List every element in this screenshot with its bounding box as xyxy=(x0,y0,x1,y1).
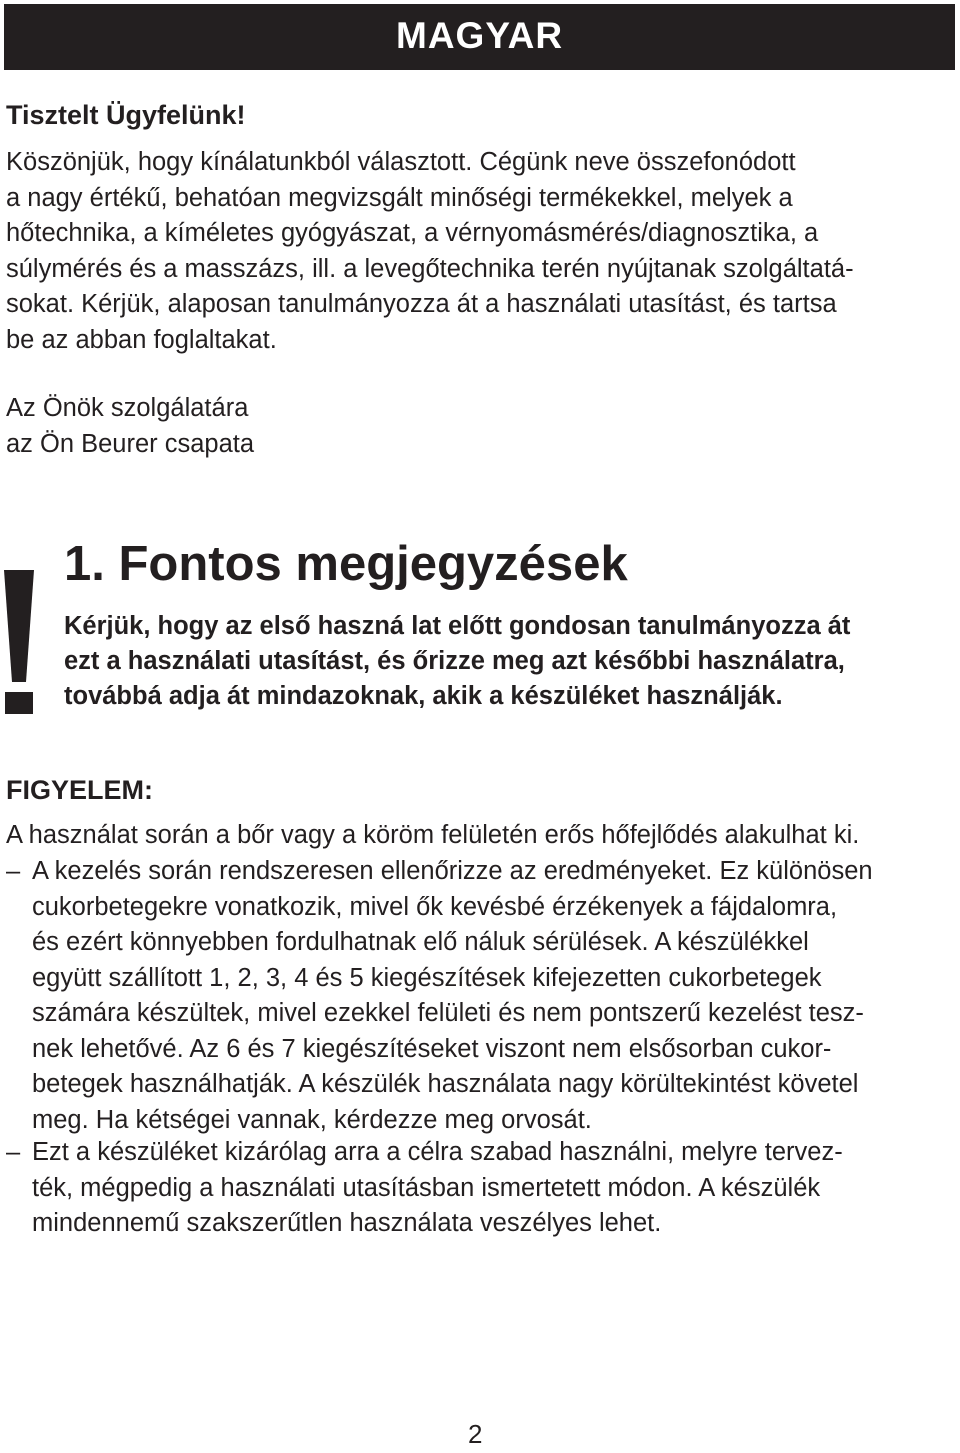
notice-line: Kérjük, hogy az első haszná lat előtt gondosan tanulmányozza át xyxy=(64,612,851,640)
bullet-line: meg. Ha kétségei vannak, kérdezze meg orvosát. xyxy=(32,1105,592,1134)
intro-paragraph xyxy=(6,145,854,358)
bullet-line: együtt szállított 1, 2, 3, 4 és 5 kiegészítések kifejezetten cukorbetegek xyxy=(32,963,822,992)
signoff-line: Az Önök szolgálatára xyxy=(6,394,249,422)
bullet-dash: – xyxy=(6,857,21,885)
intro-line: hőtechnika, a kíméletes gyógyászat, a vérnyomásmérés/diagnosztika, a xyxy=(6,219,819,247)
signoff-line: az Ön Beurer csapata xyxy=(6,429,255,458)
bullet-dash: – xyxy=(6,1138,21,1166)
bullet-line: ték, mégpedig a használati utasításban ismertetett módon. A készülék xyxy=(32,1173,821,1202)
bullet-line: nek lehetővé. Az 6 és 7 kiegészítéseket viszont nem elsősorban cukor- xyxy=(32,1034,832,1063)
bullet-line: A kezelés során rendszeresen ellenőrizze az eredményeket. Ez különösen xyxy=(32,857,873,885)
intro-line: súlymérés és a masszázs, ill. a levegőtechnika terén nyújtanak szolgáltatá- xyxy=(6,254,854,283)
notice-line: ezt a használati utasítást, és őrizze meg azt későbbi használatra, xyxy=(64,647,845,675)
greeting-heading: Tisztelt Ügyfelünk! xyxy=(6,100,246,130)
important-notice xyxy=(64,609,850,714)
bullet-line: és ezért könnyebben fordulhatnak elő náluk sérülések. A készülékkel xyxy=(32,928,809,956)
bullet-line: számára készültek, mivel ezekkel felületi és nem pontszerű kezelést tesz- xyxy=(32,999,864,1027)
page-number: 2 xyxy=(468,1419,483,1449)
bullet-line: betegek használhatják. A készülék használata nagy körültekintést követel xyxy=(32,1070,859,1098)
language-label: MAGYAR xyxy=(396,15,564,56)
bullet-text xyxy=(32,1135,843,1242)
intro-line: sokat. Kérjük, alaposan tanulmányozza át a használati utasítást, és tartsa xyxy=(6,290,837,318)
warning-intro: A használat során a bőr vagy a köröm felületén erős hőfejlődés alakulhat ki. xyxy=(6,821,860,849)
intro-line: Köszönjük, hogy kínálatunkból választott. Cégünk neve összefonódott xyxy=(6,148,796,176)
bullet-text xyxy=(32,854,873,1138)
bullet-line: Ezt a készüléket kizárólag arra a célra szabad használni, melyre tervez- xyxy=(32,1138,843,1166)
bullet-line: cukorbetegekre vonatkozik, mivel ők kevésbé érzékenyek a fájdalomra, xyxy=(32,892,838,921)
bullet-line: mindennemű szakszerűtlen használata veszélyes lehet. xyxy=(32,1209,662,1237)
intro-line: a nagy értékű, behatóan megvizsgált minőségi termékekkel, melyek a xyxy=(6,183,793,212)
exclamation-mark-icon xyxy=(0,540,40,720)
notice-line: továbbá adja át mindazoknak, akik a készüléket használják. xyxy=(64,682,783,710)
language-header-bar xyxy=(4,4,955,70)
intro-line: be az abban foglaltakat. xyxy=(6,325,277,354)
signoff xyxy=(6,391,254,462)
section-title: 1. Fontos megjegyzések xyxy=(64,537,628,591)
warning-heading: FIGYELEM: xyxy=(6,775,153,805)
